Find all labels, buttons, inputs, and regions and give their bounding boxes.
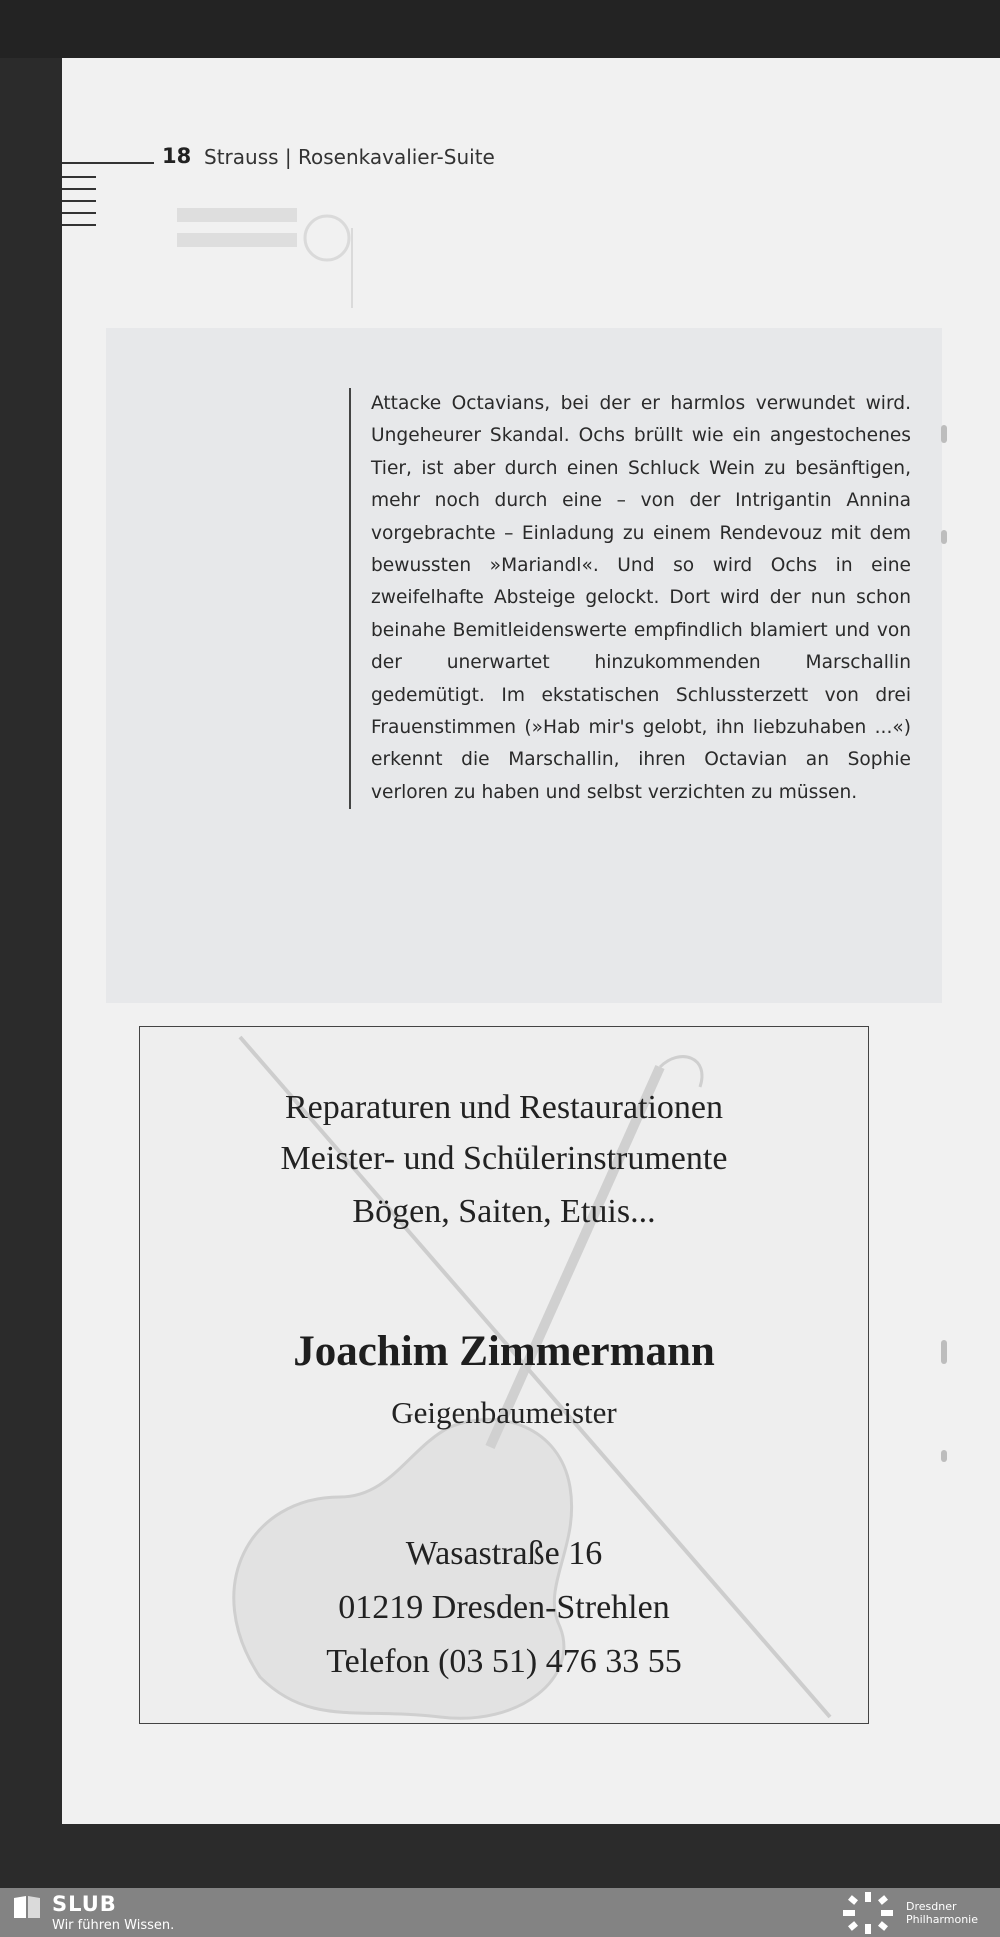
document-page: [62, 58, 1000, 1824]
slub-tagline: Wir führen Wissen.: [52, 1918, 175, 1933]
running-header-title: Strauss | Rosenkavalier-Suite: [204, 145, 495, 169]
ad-business-name: Joachim Zimmermann: [293, 1328, 715, 1375]
body-paragraph: Attacke Octavians, bei der er harmlos verwundet wird. Ungeheurer Skandal. Ochs brüllt wie ein angestochenes Tier, ist aber durch einen Schluck Wein zu besänftigen, mehr noch durch eine – von der Intrigantin Annina vorgebrachte – Einladung zu einem Rendevouz mit dem bewussten »Mariandl«. Und so wird Ochs in eine zweifelhafte Absteige gelockt. Dort wird der nun schon beinahe Bemitleidenswerte empfindlich blamiert und von der unerwartet hinzukommenden Marschallin gedemütigt. Im ekstatischen Schlussterzett von drei Frauenstimmen (»Hab mir's gelobt, ihn liebzuhaben ...«) erkennt die Marschallin, ihren Octavian an Sophie verloren zu haben und selbst verzichten zu müssen.: [349, 388, 911, 809]
page-number: 18: [162, 144, 192, 168]
page-edge-mark: [941, 1450, 947, 1462]
footer-bar: [0, 1888, 1000, 1937]
page-edge-mark: [941, 530, 947, 544]
slub-book-icon: [12, 1894, 42, 1920]
advertisement-box: [139, 1026, 869, 1724]
ad-phone: Telefon (03 51) 476 33 55: [326, 1643, 682, 1680]
ad-street-address: Wasastraße 16: [405, 1535, 603, 1572]
dresdner-philharmonie-name: Dresdner Philharmonie: [906, 1900, 978, 1926]
page-edge-mark: [941, 1340, 947, 1364]
ad-accessories-line: Bögen, Saiten, Etuis...: [352, 1193, 656, 1230]
ad-city: 01219 Dresden-Strehlen: [338, 1589, 670, 1626]
slub-logo-text: SLUB: [52, 1892, 117, 1916]
page-edge-mark: [941, 425, 947, 443]
scan-frame-top: [0, 0, 1000, 58]
ad-services-line: Reparaturen und Restaurationen: [284, 1089, 724, 1126]
ad-profession: Geigenbaumeister: [391, 1395, 617, 1430]
dresdner-philharmonie-logo: [843, 1892, 893, 1934]
ad-instruments-line: Meister- und Schülerinstrumente: [280, 1140, 728, 1177]
philharmonie-logo-ghost: [177, 188, 357, 318]
